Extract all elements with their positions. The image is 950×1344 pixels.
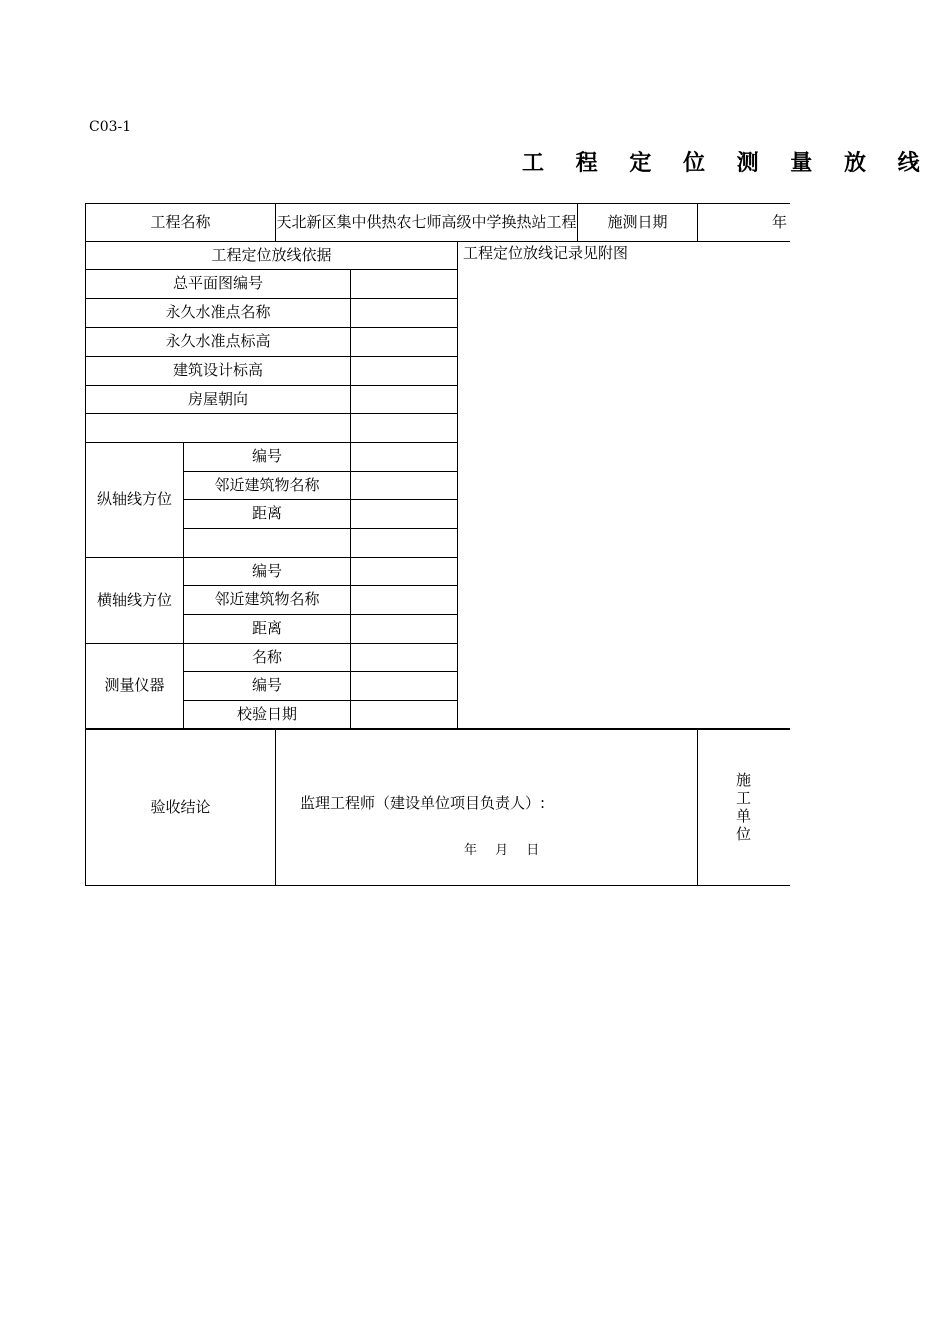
benchmark-name-value[interactable] [351, 299, 458, 328]
orientation-label: 房屋朝向 [86, 386, 351, 414]
instrument-label: 测量仪器 [86, 644, 184, 729]
construction-unit-cell[interactable] [698, 729, 790, 886]
benchmark-name-label: 永久水准点名称 [86, 299, 351, 328]
longitudinal-axis-label: 纵轴线方位 [86, 443, 184, 558]
supervisor-label: 监理工程师（建设单位项目负责人）: [300, 794, 546, 813]
calibration-date-value[interactable] [351, 701, 458, 729]
longitudinal-building-label: 邻近建筑物名称 [184, 472, 351, 500]
project-name-value[interactable]: 天北新区集中供热农七师高级中学换热站工程 [276, 204, 578, 242]
transverse-building-value[interactable] [351, 586, 458, 615]
basis-heading: 工程定位放线依据 [86, 242, 458, 270]
transverse-axis-label: 横轴线方位 [86, 558, 184, 644]
form-code: C03-1 [89, 119, 132, 135]
instrument-name-label: 名称 [184, 644, 351, 672]
orientation-value[interactable] [351, 386, 458, 414]
acceptance-label: 验收结论 [86, 729, 276, 886]
design-elevation-label: 建筑设计标高 [86, 357, 351, 386]
design-elevation-value[interactable] [351, 357, 458, 386]
supervisor-sign-area[interactable] [276, 729, 698, 886]
calibration-date-label: 校验日期 [184, 701, 351, 729]
site-plan-number-value[interactable] [351, 270, 458, 299]
transverse-distance-label: 距离 [184, 615, 351, 644]
transverse-number-value[interactable] [351, 558, 458, 586]
instrument-name-value[interactable] [351, 644, 458, 672]
record-sheet [85, 203, 790, 888]
instrument-number-value[interactable] [351, 672, 458, 701]
site-plan-number-label: 总平面图编号 [86, 270, 351, 299]
survey-date-value[interactable]: 年 [698, 204, 790, 242]
transverse-distance-value[interactable] [351, 615, 458, 644]
longitudinal-blank-value[interactable] [351, 529, 458, 558]
longitudinal-number-label: 编号 [184, 443, 351, 472]
supervisor-date: 年 月 日 [464, 843, 542, 859]
longitudinal-building-value[interactable] [351, 472, 458, 500]
benchmark-elevation-value[interactable] [351, 328, 458, 357]
longitudinal-number-value[interactable] [351, 443, 458, 472]
transverse-building-label: 邻近建筑物名称 [184, 586, 351, 615]
record-table [85, 203, 790, 886]
construction-unit-label: 施工单位 [736, 771, 752, 844]
blank-basis-value[interactable] [351, 414, 458, 443]
longitudinal-distance-value[interactable] [351, 500, 458, 529]
attachment-note: 工程定位放线记录见附图 [458, 242, 790, 729]
benchmark-elevation-label: 永久水准点标高 [86, 328, 351, 357]
longitudinal-distance-label: 距离 [184, 500, 351, 529]
project-name-label: 工程名称 [86, 204, 276, 242]
longitudinal-blank-label [184, 529, 351, 558]
survey-date-label: 施测日期 [578, 204, 698, 242]
instrument-number-label: 编号 [184, 672, 351, 701]
page-title: 工 程 定 位 测 量 放 线 [522, 151, 932, 176]
transverse-number-label: 编号 [184, 558, 351, 586]
blank-basis-label [86, 414, 351, 443]
